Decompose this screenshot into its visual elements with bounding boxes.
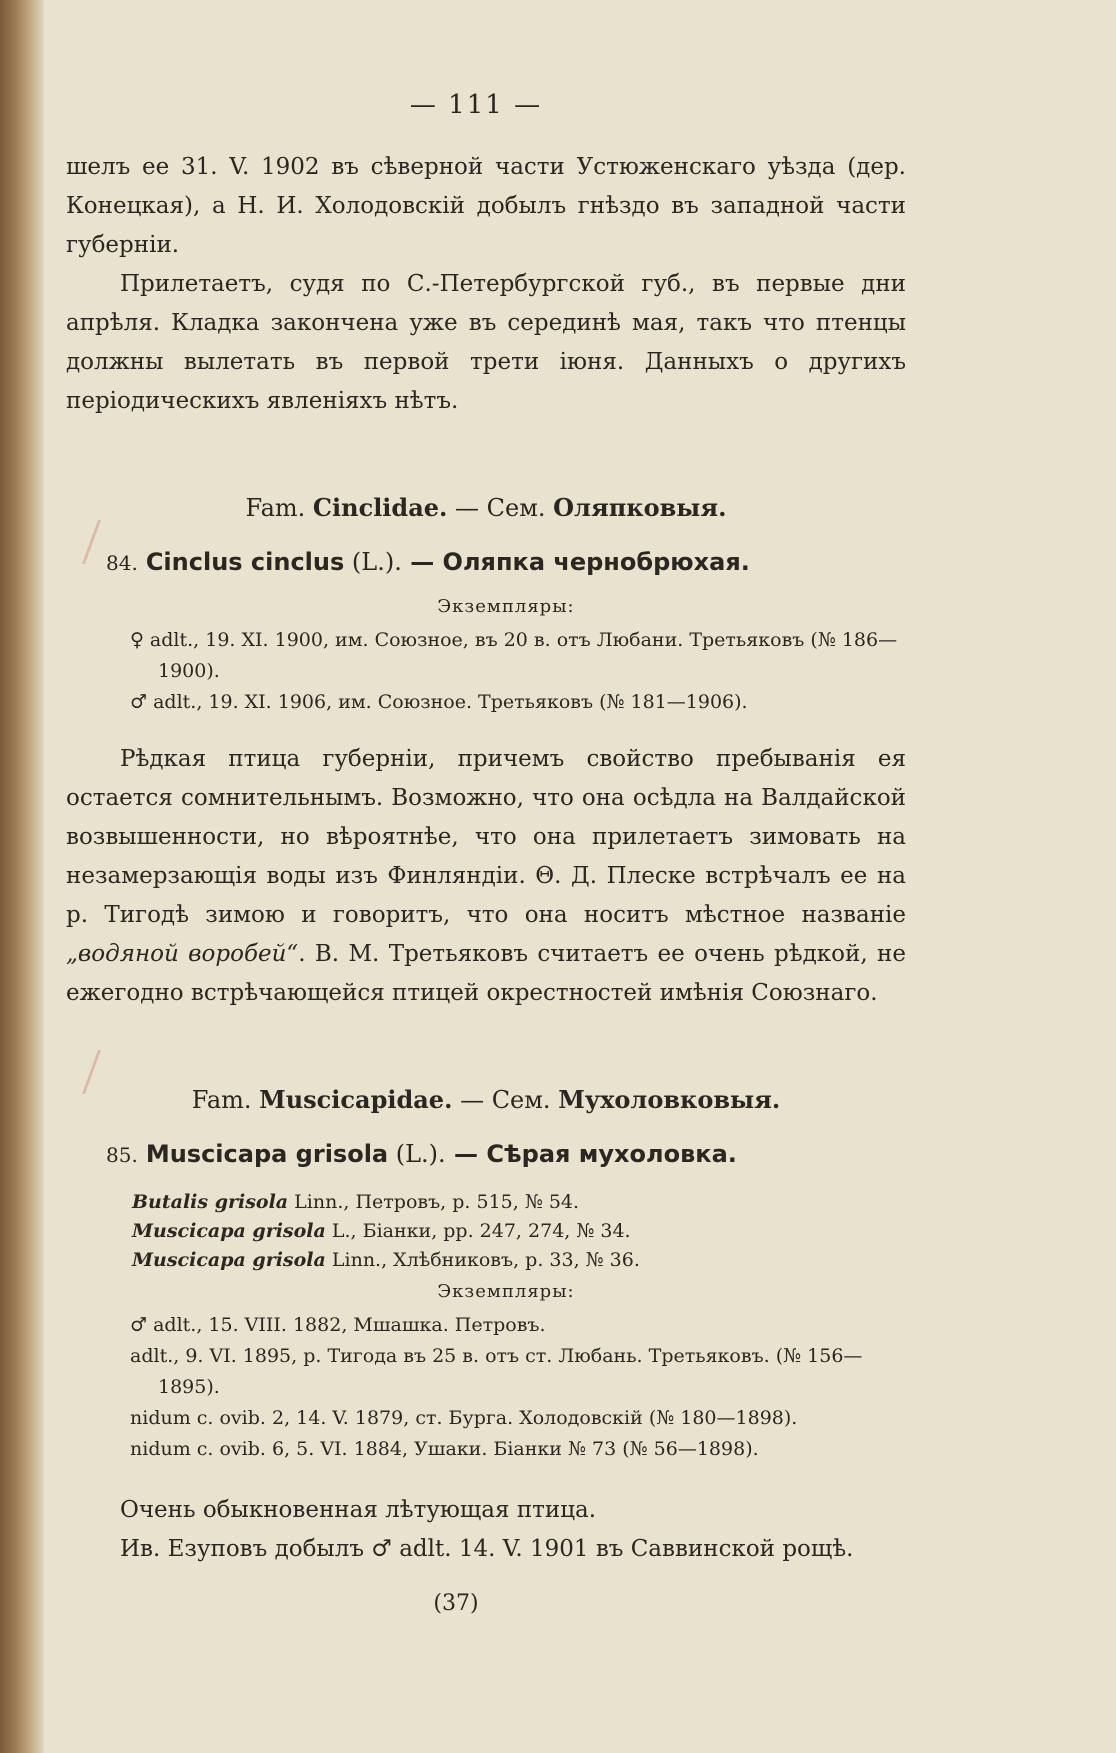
synonym-ref: Linn., Хлѣбниковъ, р. 33, № 36. bbox=[325, 1249, 640, 1271]
species-number: 85. bbox=[106, 1143, 138, 1167]
specimen-entry: nidum c. ovib. 2, 14. V. 1879, ст. Бурга. Холодовскій (№ 180—1898). bbox=[130, 1407, 798, 1429]
paragraph: шелъ ее 31. V. 1902 въ сѣверной части Устюженскаго уѣзда (дер. Конецкая), а Н. И. Холодовскій добылъ гнѣздо въ западной части губерніи. bbox=[66, 154, 906, 258]
book-spine bbox=[0, 0, 44, 1753]
local-name: „водяной воробей“ bbox=[66, 941, 299, 967]
specimen-entry: ♂ adlt., 15. VIII. 1882, Мшашка. Петровъ. bbox=[130, 1314, 546, 1336]
paragraph bbox=[66, 740, 906, 1013]
paragraph: Ив. Езуповъ добылъ ♂ adlt. 14. V. 1901 въ Саввинской рощѣ. bbox=[120, 1536, 854, 1562]
family-prefix: Fam. bbox=[245, 494, 313, 522]
family-russian: Оляпковыя. bbox=[553, 493, 727, 522]
synonym-entry bbox=[132, 1217, 906, 1246]
synonym-ref: L., Біанки, pp. 247, 274, № 34. bbox=[325, 1220, 631, 1242]
specimen-entry: nidum c. ovib. 6, 5. VI. 1884, Ушаки. Біанки № 73 (№ 56—1898). bbox=[130, 1438, 759, 1460]
paragraph-text: . В. М. Третьяковъ считаетъ ее очень рѣдкой, не ежегодно встрѣчающейся птицей окрестностей имѣнія Союзнаго. bbox=[66, 941, 906, 1006]
synonym-name: Muscicapa grisola bbox=[132, 1249, 326, 1271]
species-author: (L.). bbox=[344, 548, 402, 576]
synonym-entry bbox=[132, 1246, 906, 1275]
family-russian: Мухоловковыя. bbox=[558, 1085, 781, 1114]
specimens-label: Экземпляры: bbox=[437, 596, 575, 617]
species-author: (L.). bbox=[388, 1140, 446, 1168]
specimens-label: Экземпляры: bbox=[437, 1281, 575, 1302]
family-heading bbox=[66, 493, 906, 522]
species-russian: — Сѣрая мухоловка. bbox=[445, 1140, 737, 1168]
family-sep: — Сем. bbox=[447, 494, 554, 522]
family-latin: Cinclidae. bbox=[312, 493, 448, 522]
synonym-ref: Linn., Петровъ, р. 515, № 54. bbox=[288, 1191, 580, 1213]
paragraph: Очень обыкновенная лѣтующая птица. bbox=[120, 1497, 597, 1523]
species-russian: — Оляпка чернобрюхая. bbox=[401, 548, 750, 576]
specimen-entry: adlt., 9. VI. 1895, р. Тигода въ 25 в. отъ ст. Любань. Третьяковъ. (№ 156—1895). bbox=[130, 1345, 863, 1398]
paragraph-text: Рѣдкая птица губерніи, причемъ свойство пребыванія ея остается сомнительнымъ. Возможно, что она осѣдла на Валдайской возвышенности, но вѣроятнѣе, что она прилетаетъ зимовать на незамерзающія воды изъ Финляндіи. Θ. Д. Плеске встрѣчалъ ее на р. Тигодѣ зимою и говоритъ, что она носитъ мѣстное названіе bbox=[66, 746, 906, 928]
synonym-name: Muscicapa grisola bbox=[132, 1220, 326, 1242]
family-latin: Muscicapidae. bbox=[259, 1085, 453, 1114]
page-number: — 111 — bbox=[409, 90, 543, 120]
specimen-entry: ♂ adlt., 19. XI. 1906, им. Союзное. Третьяковъ (№ 181—1906). bbox=[130, 691, 748, 713]
page-content bbox=[66, 90, 906, 1616]
species-latin: Muscicapa grisola bbox=[145, 1140, 389, 1168]
sheet-number: (37) bbox=[433, 1591, 479, 1616]
species-heading bbox=[106, 548, 906, 576]
family-heading bbox=[66, 1085, 906, 1114]
synonym-name: Butalis grisola bbox=[132, 1191, 289, 1213]
synonym-entry bbox=[132, 1188, 906, 1217]
specimen-entry: ♀ adlt., 19. XI. 1900, им. Союзное, въ 20 в. отъ Любани. Третьяковъ (№ 186—1900). bbox=[130, 629, 898, 682]
family-sep: — Сем. bbox=[452, 1086, 559, 1114]
species-latin: Cinclus cinclus bbox=[145, 548, 345, 576]
species-number: 84. bbox=[106, 551, 138, 575]
family-prefix: Fam. bbox=[191, 1086, 260, 1114]
species-heading bbox=[106, 1140, 906, 1168]
paragraph: Прилетаетъ, судя по С.-Петербургской губ., въ первые дни апрѣля. Кладка закончена уже въ серединѣ мая, такъ что птенцы должны вылетать въ первой трети іюня. Данныхъ о другихъ періодическихъ явленіяхъ нѣтъ. bbox=[66, 271, 906, 414]
